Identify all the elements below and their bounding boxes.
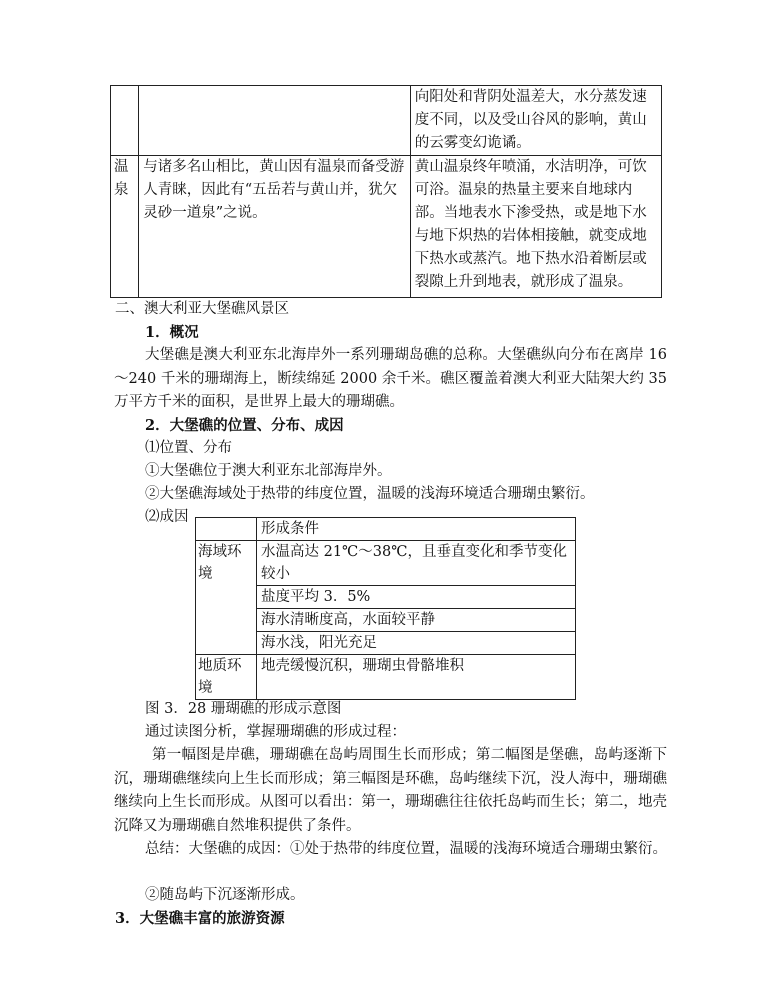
condition-cell: 盐度平均 3．5%: [257, 586, 576, 609]
condition-cell: 地壳缓慢沉积，珊瑚虫骨骼堆积: [257, 655, 576, 700]
geo-label: 地质环境: [196, 655, 257, 700]
intro-line: 通过读图分析，掌握珊瑚礁的形成过程：: [145, 724, 406, 740]
subheading-location: 2．大堡礁的位置、分布、成因: [145, 417, 344, 434]
summary-paragraph: 总结：大堡礁的成因：①处于热带的纬度位置，温暖的浅海环境适合珊瑚虫繁衍。: [145, 841, 667, 857]
summary-item-2: ②随岛屿下沉逐渐形成。: [145, 887, 305, 903]
table-row: [111, 156, 662, 298]
row-label: 温泉: [111, 156, 139, 298]
formation-table: [195, 517, 576, 700]
subheading-overview: 1．概况: [145, 324, 199, 341]
header-cell: 形成条件: [257, 518, 576, 541]
table-row: [196, 655, 576, 700]
row-reason: 向阳处和背阴处温差大，水分蒸发速度不同，以及受山谷风的影响，黄山的云雾变幻诡谲。: [410, 86, 661, 156]
figure-caption: 图 3．28 珊瑚礁的形成示意图: [145, 701, 342, 717]
table-row: [196, 518, 576, 541]
condition-cell: 海水清晰度高，水面较平静: [257, 609, 576, 632]
huangshan-table: [110, 85, 662, 298]
table-row: [196, 541, 576, 586]
row-desc: 与诸多名山相比，黄山因有温泉而备受游人青睐，因此有“五岳若与黄山并，犹欠灵砂一道泉”之说。: [139, 156, 410, 298]
row-desc: [139, 86, 410, 156]
condition-cell: 海水浅，阳光充足: [257, 632, 576, 655]
condition-cell: 水温高达 21℃～38℃，且垂直变化和季节变化较小: [257, 541, 576, 586]
location-label: ⑴位置、分布: [145, 440, 232, 456]
overview-paragraph: 大堡礁是澳大利亚东北海岸外一系列珊瑚岛礁的总称。大堡礁纵向分布在离岸 16～240 千米的珊瑚海上，断续绵延 2000 余千米。礁区覆盖着澳大利亚大陆架大约 35 万平方千米的面积，是世界上最大的珊瑚礁。: [114, 347, 667, 410]
subheading-resources: 3．大堡礁丰富的旅游资源: [115, 910, 285, 927]
table-row: [111, 86, 662, 156]
sea-label: 海域环境: [196, 541, 257, 655]
analysis-paragraph: 第一幅图是岸礁，珊瑚礁在岛屿周围生长而形成；第二幅图是堡礁，岛屿逐渐下沉，珊瑚礁继续向上生长而形成；第三幅图是环礁，岛屿继续下沉，没人海中，珊瑚礁继续向上生长而形成。从图可以看出：第一，珊瑚礁往往依托岛屿而生长；第二，地壳沉降又为珊瑚礁自然堆积提供了条件。: [114, 747, 667, 834]
row-label: [111, 86, 139, 156]
location-item-1: ①大堡礁位于澳大利亚东北部海岸外。: [145, 463, 392, 479]
row-reason: 黄山温泉终年喷涌，水洁明净，可饮可浴。温泉的热量主要来自地球内部。当地表水下渗受热，或是地下水与地下炽热的岩体相接触，就变成地下热水或蒸汽。地下热水沿着断层或裂隙上升到地表，就形成了温泉。: [410, 156, 661, 298]
cause-label: ⑵成因: [145, 509, 189, 525]
section-heading: 二、澳大利亚大堡礁风景区: [115, 301, 289, 317]
location-item-2: ②大堡礁海域处于热带的纬度位置，温暖的浅海环境适合珊瑚虫繁衍。: [145, 486, 595, 502]
